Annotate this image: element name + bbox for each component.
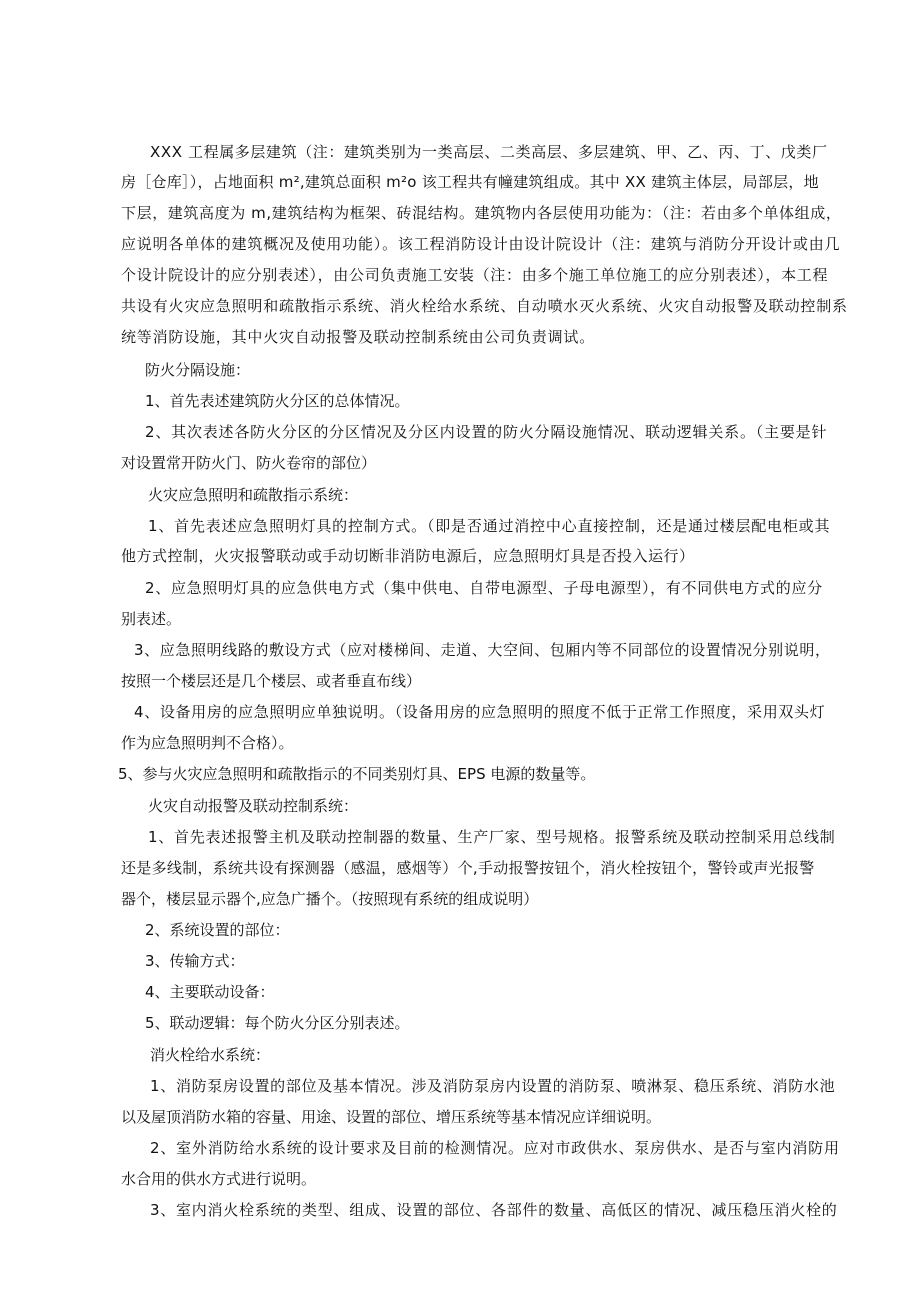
list-item: 1、首先表述报警主机及联动控制器的数量、生产厂家、型号规格。报警系统及联动控制采用总线制 bbox=[148, 828, 836, 846]
list-item: 4、主要联动设备： bbox=[145, 983, 275, 1001]
intro-line: 下层，建筑高度为 m,建筑结构为框架、砖混结构。建筑物内各层使用功能为：（注：若由多个单体组成， bbox=[121, 204, 842, 222]
list-item-continuation: 水合用的供水方式进行说明。 bbox=[121, 1170, 317, 1188]
list-item: 2、应急照明灯具的应急供电方式（集中供电、自带电源型、子母电源型），有不同供电方式的应分 bbox=[145, 579, 823, 597]
list-item: 1、首先表述应急照明灯具的控制方式。（即是否通过消控中心直接控制，还是通过楼层配电柜或其 bbox=[148, 517, 831, 535]
list-item: 3、传输方式： bbox=[145, 952, 245, 970]
list-item-continuation: 作为应急照明判不合格）。 bbox=[121, 734, 294, 752]
list-item: 2、系统设置的部位： bbox=[145, 921, 290, 939]
section-heading: 火灾自动报警及联动控制系统： bbox=[148, 797, 359, 815]
list-item: 1、消防泵房设置的部位及基本情况。涉及消防泵房内设置的消防泵、喷淋泵、稳压系统、消防水池 bbox=[150, 1077, 836, 1095]
list-item: 4、设备用房的应急照明应单独说明。（设备用房的应急照明的照度不低于正常工作照度，采用双头灯 bbox=[134, 703, 826, 721]
list-item: 2、室外消防给水系统的设计要求及目前的检测情况。应对市政供水、泵房供水、是否与室内消防用 bbox=[150, 1139, 840, 1157]
list-item: 5、联动逻辑：每个防火分区分别表述。 bbox=[145, 1014, 410, 1032]
section-heading: 消火栓给水系统： bbox=[150, 1046, 271, 1064]
list-item: 3、室内消火栓系统的类型、组成、设置的部位、各部件的数量、高低区的情况、减压稳压消火栓的 bbox=[150, 1201, 838, 1219]
list-item-continuation: 别表述。 bbox=[121, 610, 182, 628]
list-item-continuation: 还是多线制，系统共设有探测器（感温，感烟等）个,手动报警按钮个，消火栓按钮个，警铃或声光报警 bbox=[121, 859, 815, 877]
list-item-continuation: 器个，楼层显示器个,应急广播个。（按照现有系统的组成说明） bbox=[121, 890, 539, 908]
intro-line: 个设计院设计的应分别表述），由公司负责施工安装（注：由多个施工单位施工的应分别表述），本工程 bbox=[121, 266, 829, 284]
intro-line: 房［仓库］），占地面积 m²,建筑总面积 m²o 该工程共有幢建筑组成。其中 XX 建筑主体层，局部层，地 bbox=[121, 173, 819, 191]
intro-line: XXX 工程属多层建筑（注：建筑类别为一类高层、二类高层、多层建筑、甲、乙、丙、丁、戊类厂 bbox=[150, 143, 828, 161]
list-item: 3、应急照明线路的敷设方式（应对楼梯间、走道、大空间、包厢内等不同部位的设置情况分别说明， bbox=[134, 641, 831, 659]
list-item: 1、首先表述建筑防火分区的总体情况。 bbox=[145, 392, 410, 410]
intro-line: 统等消防设施，其中火灾自动报警及联动控制系统由公司负责调试。 bbox=[121, 328, 596, 346]
intro-line: 共设有火灾应急照明和疏散指示系统、消火栓给水系统、自动喷水灭火系统、火灾自动报警及联动控制系 bbox=[121, 297, 848, 315]
list-item-continuation: 以及屋顶消防水箱的容量、用途、设置的部位、增压系统等基本情况应详细说明。 bbox=[121, 1108, 662, 1126]
list-item: 5、参与火灾应急照明和疏散指示的不同类别灯具、EPS 电源的数量等。 bbox=[118, 765, 596, 783]
list-item: 2、其次表述各防火分区的分区情况及分区内设置的防火分隔设施情况、联动逻辑关系。（主要是针 bbox=[145, 423, 828, 441]
section-heading: 火灾应急照明和疏散指示系统： bbox=[148, 486, 359, 504]
section-heading: 防火分隔设施： bbox=[145, 361, 251, 379]
intro-line: 应说明各单体的建筑概况及使用功能）。该工程消防设计由设计院设计（注：建筑与消防分开设计或由几 bbox=[121, 235, 841, 253]
list-item-continuation: 按照一个楼层还是几个楼层、或者垂直布线） bbox=[121, 672, 422, 690]
list-item-continuation: 对设置常开防火门、防火卷帘的部位） bbox=[121, 454, 377, 472]
list-item-continuation: 他方式控制，火灾报警联动或手动切断非消防电源后，应急照明灯具是否投入运行） bbox=[121, 547, 695, 565]
